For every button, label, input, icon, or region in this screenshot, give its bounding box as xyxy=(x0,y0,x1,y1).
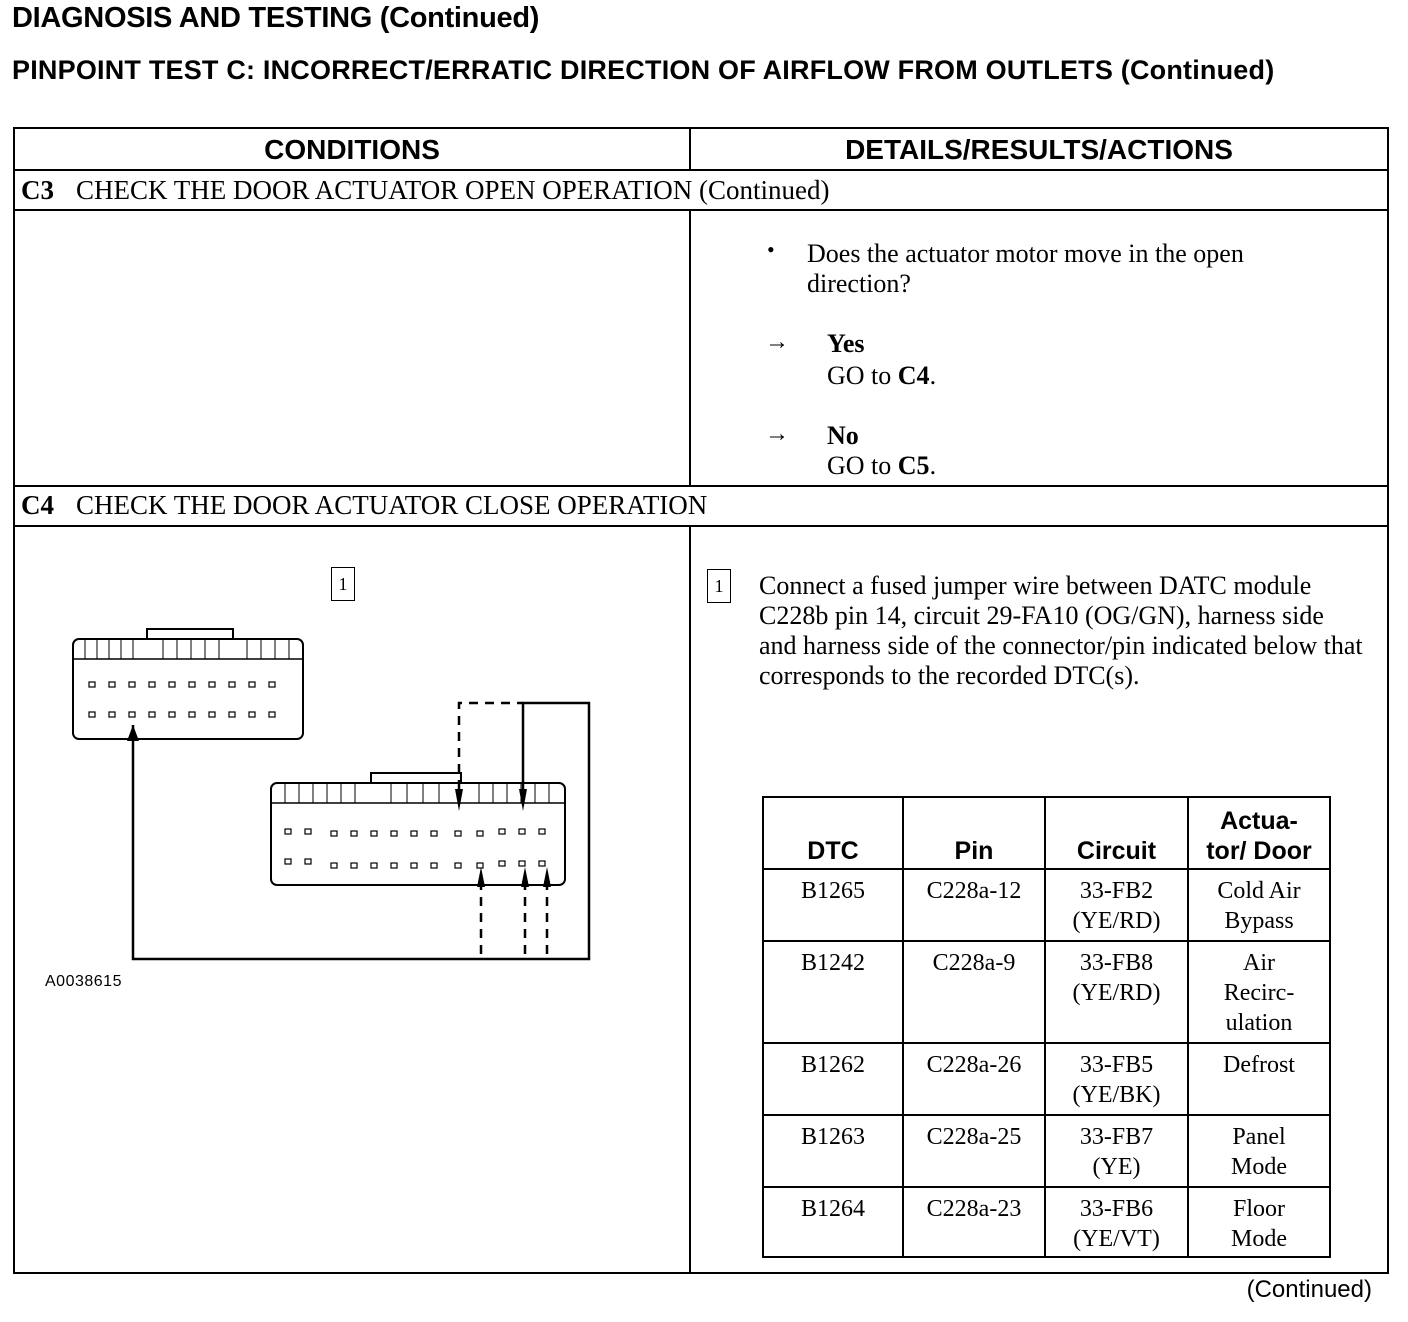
door-line: Mode xyxy=(1231,1226,1287,1252)
page-title: DIAGNOSIS AND TESTING (Continued) xyxy=(12,2,540,34)
wire-color: (YE/BK) xyxy=(1072,1082,1161,1108)
figure-id: A0038615 xyxy=(45,973,122,990)
connector-jumper-diagram xyxy=(15,129,689,1009)
cell-circuit xyxy=(1045,1187,1188,1257)
circuit-id: 33-FB5 xyxy=(1079,1052,1154,1078)
cell-door xyxy=(1188,1187,1330,1257)
step-c4-instruction: Connect a fused jumper wire between DATC module C228b pin 14, circuit 29-FA10 (OG/GN), harness side and harness side of the connector/pin indicated below that corresponds to the recorded DTC(s). xyxy=(759,571,1363,690)
cell-door xyxy=(1188,1043,1330,1115)
jumper-wire xyxy=(133,703,589,959)
cell-dtc: B1242 xyxy=(763,941,903,1043)
dtc-table xyxy=(762,796,1331,1258)
arrow-right-icon: → xyxy=(765,329,789,355)
result-yes-action: GO to C4. xyxy=(827,361,937,390)
step-title: CHECK THE DOOR ACTUATOR OPEN OPERATION xyxy=(76,175,693,205)
door-line: Bypass xyxy=(1224,908,1294,934)
wire-color: (YE/VT) xyxy=(1073,1226,1160,1252)
step-title: CHECK THE DOOR ACTUATOR CLOSE OPERATION xyxy=(76,490,708,520)
table-row xyxy=(763,869,1330,941)
step-id: C4 xyxy=(21,490,54,520)
wire-color: (YE) xyxy=(1092,1154,1141,1180)
pinpoint-test-table xyxy=(13,127,1389,1274)
probe-icon xyxy=(455,789,463,811)
circuit-id: 33-FB7 xyxy=(1079,1124,1154,1150)
step-number-box: 1 xyxy=(707,569,731,603)
result-no-label: No xyxy=(827,421,859,450)
cell-circuit xyxy=(1045,1043,1188,1115)
door-line: Mode xyxy=(1231,1154,1287,1180)
circuit-id: 33-FB8 xyxy=(1079,950,1154,976)
door-line: ulation xyxy=(1225,1010,1293,1036)
circuit-id: 33-FB6 xyxy=(1079,1196,1154,1222)
wire-color: (YE/RD) xyxy=(1072,908,1161,934)
table-header-row xyxy=(763,797,1330,869)
cell-circuit xyxy=(1045,1115,1188,1187)
door-line: Floor xyxy=(1232,1196,1285,1222)
step-number-box: 1 xyxy=(331,567,355,601)
wire-color: (YE/RD) xyxy=(1072,980,1161,1006)
header-circuit: Circuit xyxy=(1045,797,1188,869)
door-line: Cold Air xyxy=(1217,878,1301,904)
header-line: Actua- xyxy=(1220,807,1298,835)
connector-c228b xyxy=(73,639,303,739)
cell-circuit xyxy=(1045,869,1188,941)
cell-pin: C228a-23 xyxy=(903,1187,1045,1257)
door-line: Recirc- xyxy=(1223,980,1295,1006)
action-target: C5 xyxy=(897,451,930,480)
door-line: Panel xyxy=(1232,1124,1286,1150)
probe-icon xyxy=(519,789,527,811)
header-actuator-door xyxy=(1188,797,1330,869)
cell-pin: C228a-12 xyxy=(903,869,1045,941)
cell-door xyxy=(1188,941,1330,1043)
door-line: Defrost xyxy=(1223,1052,1295,1078)
table-row xyxy=(763,1115,1330,1187)
cell-dtc: B1262 xyxy=(763,1043,903,1115)
table-row xyxy=(763,1187,1330,1257)
table-row xyxy=(763,1043,1330,1115)
arrow-up-icon xyxy=(127,725,139,741)
action-prefix: GO to xyxy=(827,451,892,480)
result-no-action: GO to C5. xyxy=(827,451,937,480)
column-header-conditions: CONDITIONS xyxy=(264,134,440,165)
action-target: C4 xyxy=(897,361,930,390)
probe-icon xyxy=(543,867,551,887)
divider xyxy=(689,525,691,1272)
pinpoint-test-title: PINPOINT TEST C: INCORRECT/ERRATIC DIRECTION OF AIRFLOW FROM OUTLETS (Continued) xyxy=(12,55,1275,85)
header-line: tor/ Door xyxy=(1206,837,1312,865)
table-row xyxy=(763,941,1330,1043)
continued-footer: (Continued) xyxy=(1246,1276,1372,1303)
column-header-details: DETAILS/RESULTS/ACTIONS xyxy=(845,134,1233,165)
step-suffix: (Continued) xyxy=(699,175,830,205)
action-prefix: GO to xyxy=(827,361,892,390)
header-pin: Pin xyxy=(903,797,1045,869)
cell-circuit xyxy=(1045,941,1188,1043)
result-yes-label: Yes xyxy=(827,329,865,358)
cell-door xyxy=(1188,1115,1330,1187)
cell-dtc: B1265 xyxy=(763,869,903,941)
probe-icon xyxy=(521,867,529,887)
alt-jumper-wire xyxy=(459,703,523,789)
cell-pin: C228a-9 xyxy=(903,941,1045,1043)
door-line: Air xyxy=(1243,950,1275,976)
bullet: • xyxy=(767,237,775,262)
cell-dtc: B1263 xyxy=(763,1115,903,1187)
probe-icon xyxy=(477,867,485,887)
cell-door xyxy=(1188,869,1330,941)
cell-pin: C228a-25 xyxy=(903,1115,1045,1187)
cell-dtc: B1264 xyxy=(763,1187,903,1257)
arrow-right-icon: → xyxy=(765,421,789,447)
circuit-id: 33-FB2 xyxy=(1079,878,1154,904)
header-dtc: DTC xyxy=(763,797,903,869)
cell-pin: C228a-26 xyxy=(903,1043,1045,1115)
step-id: C3 xyxy=(21,175,54,205)
step-c3-question: Does the actuator motor move in the open direction? xyxy=(807,239,1244,298)
divider xyxy=(689,209,691,485)
